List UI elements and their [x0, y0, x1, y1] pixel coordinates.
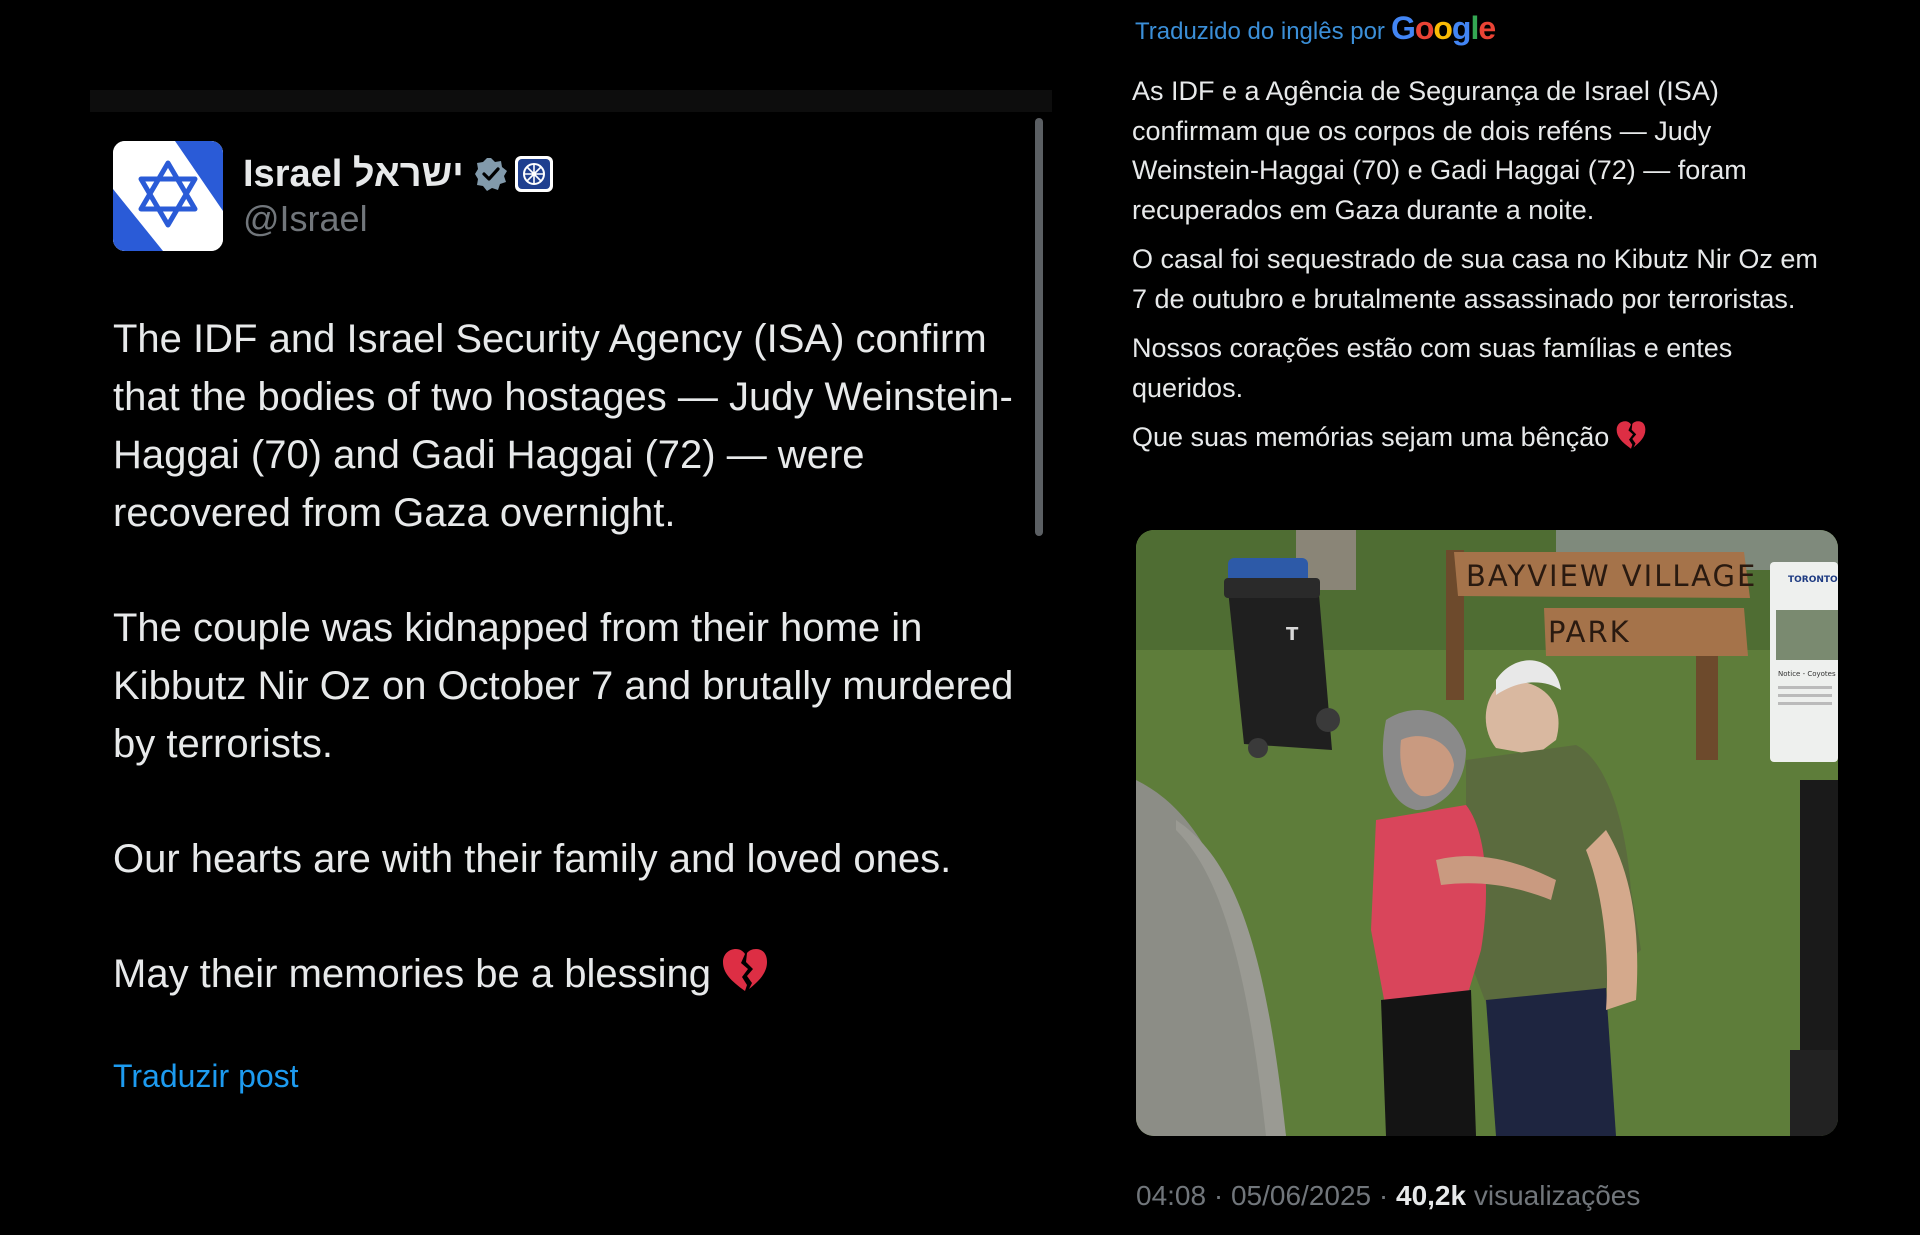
translate-post-link[interactable]: Traduzir post: [113, 1058, 299, 1094]
post-date[interactable]: 05/06/2025: [1230, 1180, 1372, 1211]
translation-header: Traduzido do inglês por: [1135, 18, 1385, 45]
display-name[interactable]: Israel ישראל: [243, 153, 464, 195]
avatar[interactable]: [113, 141, 223, 251]
translated-paragraph: Nossos corações estão com suas famílias e entes queridos.: [1132, 333, 1733, 403]
post-text: [113, 310, 1033, 1060]
post-paragraph: The IDF and Israel Security Agency (ISA) confirm that the bodies of two hostages — Judy Weinstein-Haggai (70) and Gadi Haggai (72) — were recovered from Gaza overnight.: [113, 317, 1013, 535]
svg-text:T: T: [1286, 624, 1299, 645]
translated-paragraph: As IDF e a Agência de Segurança de Israel (ISA) confirmam que os corpos de dois reféns — Judy Weinstein-Haggai (70) e Gadi Haggai (72) — foram recuperados em Gaza durante a noite.: [1132, 76, 1747, 225]
sign-text-2: PARK: [1548, 615, 1631, 649]
views-label: visualizações: [1473, 1180, 1641, 1211]
view-count[interactable]: 40,2k: [1396, 1180, 1467, 1211]
top-edge-strip: [90, 90, 1052, 112]
broken-heart-icon: [1615, 420, 1647, 450]
government-emblem-icon: [514, 155, 554, 193]
post-time[interactable]: 04:08: [1136, 1180, 1207, 1211]
verified-badge-icon: [474, 157, 508, 191]
post-paragraph: May their memories be a blessing: [113, 952, 712, 996]
post-paragraph: The couple was kidnapped from their home in Kibbutz Nir Oz on October 7 and brutally murdered by terrorists.: [113, 606, 1014, 766]
translated-text: [1132, 72, 1832, 468]
translation-attribution: [1135, 10, 1495, 47]
meta-separator: ·: [1213, 1180, 1224, 1211]
google-logo: Google: [1390, 10, 1496, 46]
scrollbar-thumb[interactable]: [1035, 118, 1043, 536]
translated-paragraph: O casal foi sequestrado de sua casa no Kibutz Nir Oz em 7 de outubro e brutalmente assassinado por terroristas.: [1132, 244, 1818, 314]
notice-title: Notice - Coyotes: [1778, 670, 1836, 678]
post-paragraph: Our hearts are with their family and loved ones.: [113, 837, 952, 881]
post-paragraph-last: [113, 945, 1033, 1003]
post-header: [113, 141, 554, 251]
translated-paragraph: Que suas memórias sejam uma bênção: [1132, 422, 1610, 452]
star-of-david-icon: [113, 141, 223, 251]
translated-paragraph-last: [1132, 418, 1832, 458]
display-name-row[interactable]: [243, 151, 554, 197]
couple-in-park-image: [1136, 530, 1838, 1136]
user-info: [243, 151, 554, 241]
notice-header: TORONTO: [1788, 575, 1838, 585]
broken-heart-icon: [721, 947, 769, 993]
post-photo[interactable]: [1136, 530, 1838, 1136]
sign-text-1: BAYVIEW VILLAGE: [1466, 559, 1758, 593]
user-handle[interactable]: @Israel: [243, 198, 368, 239]
post-metadata: [1136, 1180, 1640, 1212]
meta-separator: ·: [1378, 1180, 1389, 1211]
